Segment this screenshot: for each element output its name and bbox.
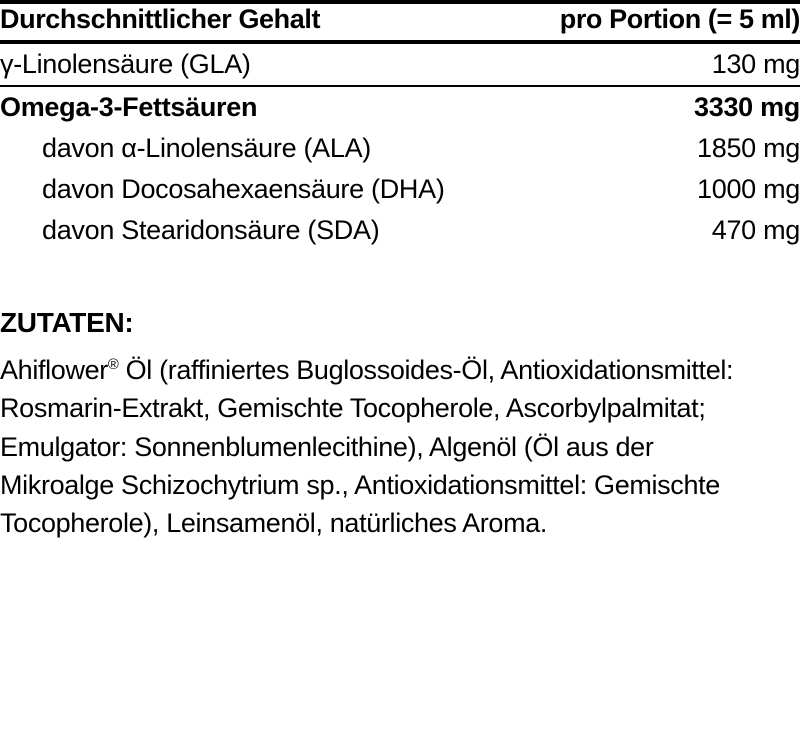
table-row — [0, 44, 800, 85]
row-name: Omega-3-Fettsäuren — [0, 92, 258, 122]
row-value: 470 mg — [711, 215, 800, 245]
header-label-value: pro Portion (= 5 ml) — [559, 4, 800, 34]
row-name: davon Docosahexaensäure (DHA) — [42, 174, 445, 204]
ingredients-brand: Ahiflower — [0, 355, 108, 385]
table-row — [0, 128, 800, 169]
row-name: davon α-Linolensäure (ALA) — [42, 133, 372, 163]
nutrition-table — [0, 4, 800, 251]
row-value: 1850 mg — [697, 133, 800, 163]
ingredients-section — [0, 307, 800, 543]
ingredients-rest: Öl (raffiniertes Buglossoides-Öl, Antioxidationsmittel: Rosmarin-Extrakt, Gemischte Tocopherole, Ascorbylpalmitat; Emulgator: Sonnenblumenlecithine), Algenöl (Öl aus der Mikroalge Schizochytrium sp., Antioxidationsmittel: Gemischte Tocopherole), Leinsamenöl, natürliches Aroma. — [0, 355, 734, 539]
row-name: γ-Linolensäure (GLA) — [0, 49, 251, 79]
table-row — [0, 210, 800, 251]
ingredients-text — [0, 351, 760, 543]
ingredients-title: ZUTATEN: — [0, 307, 134, 338]
table-row — [0, 87, 800, 128]
row-value: 130 mg — [711, 49, 800, 79]
row-value: 1000 mg — [697, 174, 800, 204]
header-label-name: Durchschnittlicher Gehalt — [0, 4, 321, 34]
table-row — [0, 169, 800, 210]
registered-trademark-icon: ® — [107, 357, 119, 373]
row-value: 3330 mg — [694, 92, 800, 122]
row-name: davon Stearidonsäure (SDA) — [42, 215, 380, 245]
table-header-row — [0, 4, 800, 40]
